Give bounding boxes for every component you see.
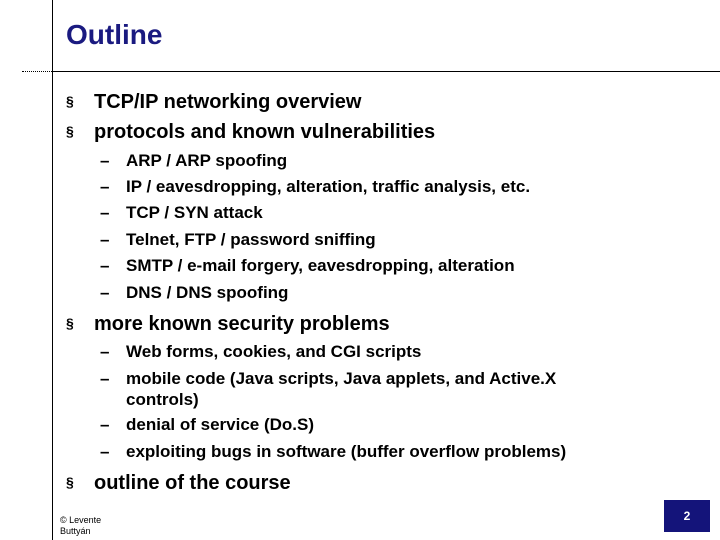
dash-bullet-icon: –	[100, 151, 110, 170]
title-rule	[52, 71, 720, 72]
dash-bullet-icon: –	[100, 442, 110, 461]
dash-bullet-icon: –	[100, 256, 110, 275]
bullet-text: TCP/IP networking overview	[94, 91, 362, 113]
sub-bullet-text: TCP / SYN attack	[126, 203, 263, 222]
dash-bullet-icon: –	[100, 369, 110, 388]
bullet-text: outline of the course	[94, 472, 291, 494]
sub-bullet-text: Web forms, cookies, and CGI scripts	[126, 342, 422, 361]
dash-bullet-icon: –	[100, 230, 110, 249]
sub-bullet-text: ARP / ARP spoofing	[126, 151, 288, 170]
left-vertical-rule	[52, 0, 53, 540]
page-number-badge	[664, 500, 710, 532]
sub-bullet-text: exploiting bugs in software (buffer overflow problems)	[126, 442, 567, 461]
bullet-item	[66, 469, 291, 496]
bullet-text: protocols and known vulnerabilities	[94, 121, 436, 143]
bullet-item	[66, 310, 390, 337]
slide-title: Outline	[66, 19, 163, 50]
copyright-line: © Levente	[60, 515, 102, 525]
section-bullet-icon: §	[66, 315, 74, 331]
bullet-item	[66, 118, 435, 145]
bullet-item	[66, 88, 361, 115]
sub-bullet-text: DNS / DNS spoofing	[126, 283, 289, 302]
dash-bullet-icon: –	[100, 177, 110, 196]
sub-bullet-text: IP / eavesdropping, alteration, traffic analysis, etc.	[126, 177, 531, 196]
page-number: 2	[683, 509, 691, 523]
copyright-line: Buttyán	[60, 526, 91, 536]
dash-bullet-icon: –	[100, 283, 110, 302]
copyright-notice	[60, 515, 120, 537]
bullet-text: more known security problems	[94, 313, 390, 335]
section-bullet-icon: §	[66, 93, 74, 109]
dash-bullet-icon: –	[100, 203, 110, 222]
sub-bullet-text: controls)	[126, 390, 199, 409]
dash-bullet-icon: –	[100, 415, 110, 434]
section-bullet-icon: §	[66, 474, 74, 490]
sub-bullet-text: mobile code (Java scripts, Java applets, and Active.X	[126, 369, 557, 388]
section-bullet-icon: §	[66, 123, 74, 139]
sub-bullet-text: SMTP / e-mail forgery, eavesdropping, alteration	[126, 256, 515, 275]
sub-bullet-text: Telnet, FTP / password sniffing	[126, 230, 376, 249]
dash-bullet-icon: –	[100, 342, 110, 361]
sub-bullet-text: denial of service (Do.S)	[126, 415, 314, 434]
title-rule-dotted	[22, 71, 52, 72]
